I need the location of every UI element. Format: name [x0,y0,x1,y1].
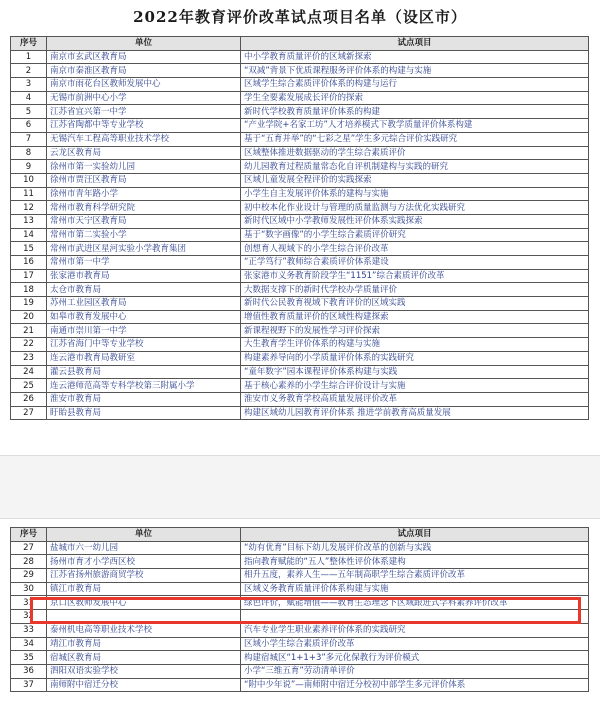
row-project: 新时代区域中小学教师发展性评价体系实践探索 [241,214,589,228]
table-row [11,297,589,311]
table-row [11,379,589,393]
row-unit: 太仓市教育局 [47,283,241,297]
row-number: 1 [11,50,47,64]
table-row [11,91,589,105]
row-project: “幼有优育”目标下幼儿发展评价改革的创新与实践 [241,541,589,555]
row-number: 11 [11,187,47,201]
row-unit: 常州市教育科学研究院 [47,201,241,215]
page-title: 2022年教育评价改革试点项目名单（设区市） [133,8,467,26]
row-project: 区域小学生综合素质评价改革 [241,637,589,651]
table-row [11,242,589,256]
row-number: 20 [11,310,47,324]
table-row [11,351,589,365]
row-unit: 南京市秦淮区教育局 [47,64,241,78]
row-number: 15 [11,242,47,256]
row-number: 12 [11,201,47,215]
row-unit [47,610,241,624]
row-number: 30 [11,582,47,596]
row-unit: 常州市武进区星河实验小学教育集团 [47,242,241,256]
row-unit: 灌云县教育局 [47,365,241,379]
table-row [11,160,589,174]
row-unit: 靖江市教育局 [47,637,241,651]
table-row [11,365,589,379]
row-number: 7 [11,132,47,146]
table-row [11,105,589,119]
row-project: 小学生自主发展评价体系的建构与实施 [241,187,589,201]
row-number: 27 [11,406,47,420]
row-unit: 连云港市教育局教研室 [47,351,241,365]
row-number: 27 [11,541,47,555]
row-unit: 盐城市六一幼儿园 [47,541,241,555]
table-row [11,637,589,651]
table-row [11,678,589,692]
row-unit: 泰州机电高等职业技术学校 [47,623,241,637]
row-number: 31 [11,596,47,610]
row-number: 16 [11,256,47,270]
row-project: “童年数字”园本课程评价体系构建与实践 [241,365,589,379]
table-row [11,555,589,569]
row-unit: 江苏省宜兴第一中学 [47,105,241,119]
row-project: 初中校本化作业设计与管理的质量监测与方法优化实践研究 [241,201,589,215]
table-row [11,187,589,201]
row-project: “产业学院+名家工坊”人才培养模式下教学质量评价体系构建 [241,119,589,133]
row-project: 相升五度，素养人生——五年制高职学生综合素质评价改革 [241,569,589,583]
row-unit: 江苏省海门中等专业学校 [47,338,241,352]
row-project: 小学“三维五育”劳动清单评价 [241,664,589,678]
row-number: 9 [11,160,47,174]
row-unit: 常州市第二实验小学 [47,228,241,242]
row-number: 17 [11,269,47,283]
row-number: 2 [11,64,47,78]
table-row [11,406,589,420]
row-project: 幼儿园教育过程质量常态化自评机制建构与实践的研究 [241,160,589,174]
row-number: 3 [11,78,47,92]
header-no: 序号 [11,528,47,542]
row-unit: 张家港市教育局 [47,269,241,283]
table-row [11,256,589,270]
table-row [11,664,589,678]
row-unit: 淮安市教育局 [47,392,241,406]
row-number: 22 [11,338,47,352]
row-unit: 苏州工业园区教育局 [47,297,241,311]
table-row [11,338,589,352]
table-row [11,132,589,146]
row-number: 10 [11,173,47,187]
row-unit: 扬州市育才小学西区校 [47,555,241,569]
table-row [11,310,589,324]
row-unit: 连云港师范高等专科学校第三附属小学 [47,379,241,393]
row-project: 基于“数字画像”的小学生综合素质评价研究 [241,228,589,242]
row-number: 32 [11,610,47,624]
row-project: “正学笃行”教师综合素质评价体系建设 [241,256,589,270]
row-project: 构建素养导向的小学质量评价体系的实践研究 [241,351,589,365]
table-row [11,569,589,583]
row-project: 淮安市义务教育学校高质量发展评价改革 [241,392,589,406]
row-project: 汽车专业学生职业素养评价体系的实践研究 [241,623,589,637]
row-unit: 南通市崇川第一中学 [47,324,241,338]
row-unit: 南京市玄武区教育局 [47,50,241,64]
table-row [11,651,589,665]
row-unit: 无锡汽车工程高等职业技术学校 [47,132,241,146]
row-project: 学生全要素发展成长评价的探索 [241,91,589,105]
table-row [11,596,589,610]
row-unit: 徐州市贾汪区教育局 [47,173,241,187]
row-project: 基于“五育并举”的“七彩之星”学生多元综合评价实践研究 [241,132,589,146]
row-number: 26 [11,392,47,406]
row-project: “双减”背景下优质课程服务评价体系的构建与实施 [241,64,589,78]
row-project: 大生教育学生评价体系的构建与实施 [241,338,589,352]
row-unit: 常州市第一中学 [47,256,241,270]
row-number: 28 [11,555,47,569]
row-project: 构建区域幼儿园教育评价体系 推进学前教育高质量发展 [241,406,589,420]
row-project: 中小学教育质量评价的区域新探索 [241,50,589,64]
row-project: 新时代学校教育质量评价体系的构建 [241,105,589,119]
row-unit: 南师附中宿迁分校 [47,678,241,692]
header-unit: 单位 [47,528,241,542]
table-row [11,228,589,242]
row-number: 33 [11,623,47,637]
row-number: 6 [11,119,47,133]
table-row [11,78,589,92]
row-unit: 江苏省陶都中等专业学校 [47,119,241,133]
row-number: 37 [11,678,47,692]
row-project: 构建宿城区“1+1+3”多元化保教行为评价模式 [241,651,589,665]
table-header-row [11,37,589,51]
row-number: 18 [11,283,47,297]
row-unit: 盱眙县教育局 [47,406,241,420]
table-row [11,283,589,297]
table-row [11,610,589,624]
row-project: 区域义务教育质量评价体系构建与实施 [241,582,589,596]
row-project [241,610,589,624]
row-project: 基于核心素养的小学生综合评价设计与实施 [241,379,589,393]
row-number: 8 [11,146,47,160]
row-number: 4 [11,91,47,105]
row-unit: 徐州市青年路小学 [47,187,241,201]
row-project: 张家港市义务教育阶段学生“1151”综合素质评价改革 [241,269,589,283]
table-row [11,541,589,555]
table-row [11,201,589,215]
table-row [11,269,589,283]
row-number: 35 [11,651,47,665]
row-number: 29 [11,569,47,583]
row-project: 增值性教育质量评价的区域性构建探索 [241,310,589,324]
row-number: 23 [11,351,47,365]
row-number: 36 [11,664,47,678]
table-row [11,623,589,637]
row-unit: 镇江市教育局 [47,582,241,596]
row-unit: 宿城区教育局 [47,651,241,665]
row-unit: 泗阳双语实验学校 [47,664,241,678]
project-table-part-2 [10,527,589,692]
row-project: 区域学生综合素质评价体系的构建与运行 [241,78,589,92]
row-number: 14 [11,228,47,242]
row-unit: 徐州市第一实验幼儿园 [47,160,241,174]
row-number: 21 [11,324,47,338]
table-header-row [11,528,589,542]
row-project: 创想育人视域下的小学生综合评价改革 [241,242,589,256]
row-project: “附中少年说”—南师附中宿迁分校初中部学生多元评价体系 [241,678,589,692]
header-project: 试点项目 [241,37,589,51]
row-number: 5 [11,105,47,119]
table-row [11,582,589,596]
table-row [11,392,589,406]
row-project: 指向教育赋能的“五人”整体性评价体系建构 [241,555,589,569]
row-project: 区域儿童发展全程评价的实践探索 [241,173,589,187]
table-row [11,64,589,78]
table-row [11,146,589,160]
header-unit: 单位 [47,37,241,51]
table-row [11,173,589,187]
page-break-gap [0,455,600,519]
row-unit: 京口区教师发展中心 [47,596,241,610]
table-row [11,119,589,133]
row-unit: 常州市天宁区教育局 [47,214,241,228]
header-project: 试点项目 [241,528,589,542]
table-row [11,50,589,64]
row-unit: 南京市雨花台区教师发展中心 [47,78,241,92]
table-row [11,324,589,338]
row-number: 25 [11,379,47,393]
row-unit: 云龙区教育局 [47,146,241,160]
row-unit: 如皋市教育发展中心 [47,310,241,324]
row-project: 新时代公民教育视域下教育评价的区域实践 [241,297,589,311]
row-project: 大数据支撑下的新时代学校办学质量评价 [241,283,589,297]
row-unit: 江苏省扬州旅游商贸学校 [47,569,241,583]
row-number: 13 [11,214,47,228]
row-number: 34 [11,637,47,651]
table-row [11,214,589,228]
row-unit: 无锡市前洲中心小学 [47,91,241,105]
project-table-part-1 [10,36,589,420]
row-number: 19 [11,297,47,311]
row-number: 24 [11,365,47,379]
row-project: 新课程视野下的发展性学习评价探索 [241,324,589,338]
row-project: 绿色评价，赋能增值——教育生态理念下区域跟进式学科素养评价改革 [241,596,589,610]
header-no: 序号 [11,37,47,51]
row-project: 区域整体推进数据驱动的学生综合素质评价 [241,146,589,160]
